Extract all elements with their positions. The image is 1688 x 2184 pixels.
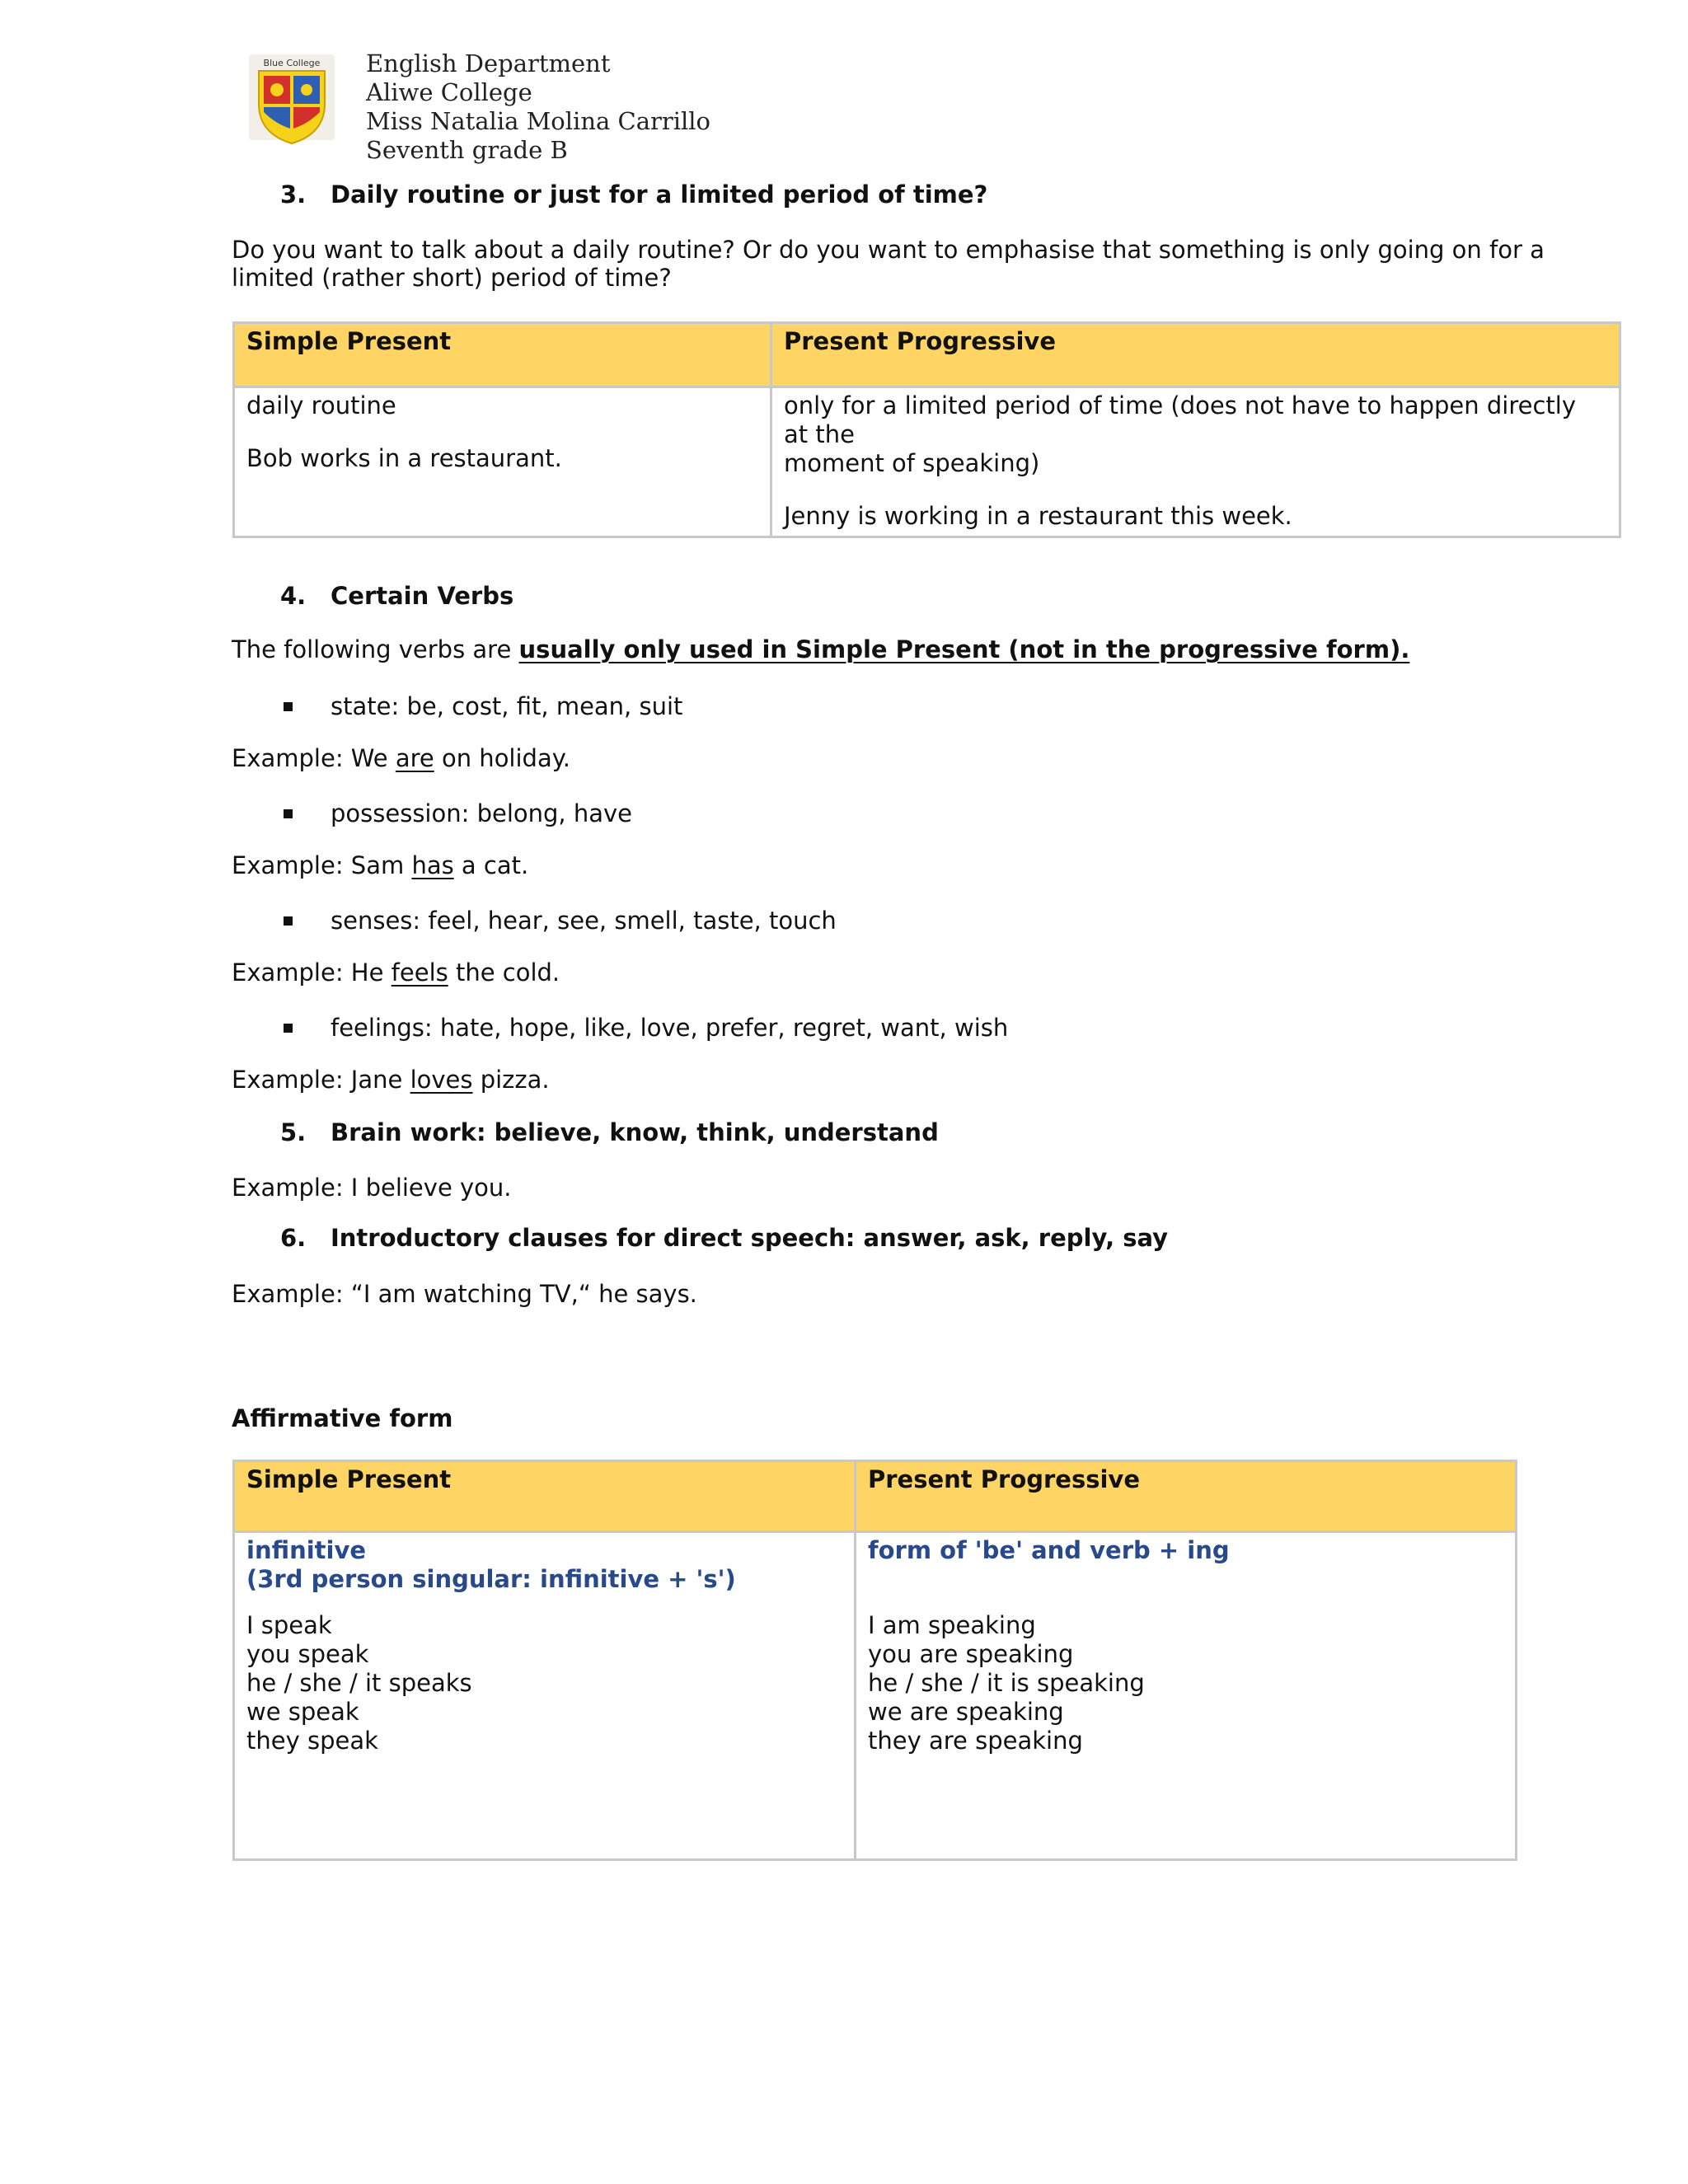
comparison-table-affirmative [232,1460,1517,1861]
verb-group-senses: senses: feel, hear, see, smell, taste, touch [331,907,837,935]
routine-left-line-1: daily routine [246,391,396,419]
school-crest-icon [247,53,336,150]
example-state [232,743,570,773]
affirmative-right-cell [856,1532,1517,1860]
verb-group-state: state: be, cost, fit, mean, suit [331,692,683,720]
example-prefix: Example: Jane [232,1066,410,1094]
form-line: he / she / it speaks [246,1669,472,1697]
routine-right-line-1: only for a limited period of time (does not have to happen directly at the [784,391,1576,448]
bullet-icon [284,702,293,711]
table-header-simple-present: Simple Present [234,1461,856,1532]
present-progressive-forms [868,1611,1503,1755]
form-line: he / she / it is speaking [868,1669,1145,1697]
example-suffix: on holiday. [434,744,570,772]
section-4-intro [232,635,1409,664]
example-possession [232,851,528,880]
form-line: we speak [246,1698,359,1726]
form-line: we are speaking [868,1698,1064,1726]
form-line: they speak [246,1727,378,1755]
example-verb: feels [391,958,448,987]
form-line: you speak [246,1640,369,1668]
header-line-1: English Department [366,49,611,77]
section-4-intro-underlined: usually only used in Simple Present (not in the progressive form). [518,635,1410,663]
form-line: I speak [246,1611,332,1639]
section-6-title: Introductory clauses for direct speech: answer, ask, reply, say [331,1224,1169,1252]
verb-group-feelings: feelings: hate, hope, like, love, prefer, regret, want, wish [331,1014,1009,1042]
section-3-title: Daily routine or just for a limited period of time? [331,180,988,209]
table-header-present-progressive: Present Progressive [856,1461,1517,1532]
routine-right-line-3: Jenny is working in a restaurant this week. [784,502,1292,530]
logo-text: Blue College [263,58,321,68]
example-senses [232,958,560,987]
header-line-4: Seventh grade B [366,136,568,164]
simple-present-forms [246,1611,842,1755]
present-progressive-rule: form of 'be' and verb + ing [868,1536,1230,1564]
section-3-number: 3. [280,180,307,209]
school-logo [247,53,336,150]
form-line: they are speaking [868,1727,1083,1755]
table-header-present-progressive: Present Progressive [771,323,1620,387]
simple-present-rule-1: infinitive [246,1536,367,1564]
comparison-table-routine [232,321,1621,538]
affirmative-form-title: Affirmative form [232,1404,453,1432]
example-suffix: the cold. [448,958,560,987]
example-verb: loves [410,1066,473,1094]
section-4-number: 4. [280,582,307,610]
example-verb: has [411,851,454,879]
header-line-2: Aliwe College [366,78,532,106]
example-verb: are [395,744,434,772]
routine-left-cell [234,387,771,537]
section-6-number: 6. [280,1224,307,1252]
form-line: I am speaking [868,1611,1036,1639]
routine-right-cell [771,387,1620,537]
bullet-icon [284,916,293,926]
bullet-icon [284,809,293,818]
example-feelings [232,1065,550,1094]
section-4-intro-prefix: The following verbs are [232,635,519,663]
verb-group-possession: possession: belong, have [331,799,633,827]
form-line: you are speaking [868,1640,1074,1668]
example-prefix: Example: Sam [232,851,412,879]
section-5-number: 5. [280,1118,307,1146]
affirmative-left-cell [234,1532,856,1860]
example-suffix: a cat. [453,851,529,879]
example-prefix: Example: We [232,744,396,772]
section-4-title: Certain Verbs [331,582,514,610]
table-header-simple-present: Simple Present [234,323,771,387]
section-3-intro-line-2: limited (rather short) period of time? [232,264,672,292]
routine-right-line-2: moment of speaking) [784,449,1040,477]
header-line-3: Miss Natalia Molina Carrillo [366,107,710,135]
section-3-intro-line-1: Do you want to talk about a daily routine? Or do you want to emphasise that something is only going on for a [232,236,1545,264]
example-prefix: Example: He [232,958,392,987]
section-6-example: Example: “I am watching TV,“ he says. [232,1280,697,1308]
example-suffix: pizza. [472,1066,550,1094]
simple-present-rule-2: (3rd person singular: infinitive + 's') [246,1565,736,1593]
section-5-example: Example: I believe you. [232,1174,512,1202]
routine-left-line-2: Bob works in a restaurant. [246,444,562,472]
bullet-icon [284,1024,293,1033]
section-5-title: Brain work: believe, know, think, understand [331,1118,939,1146]
